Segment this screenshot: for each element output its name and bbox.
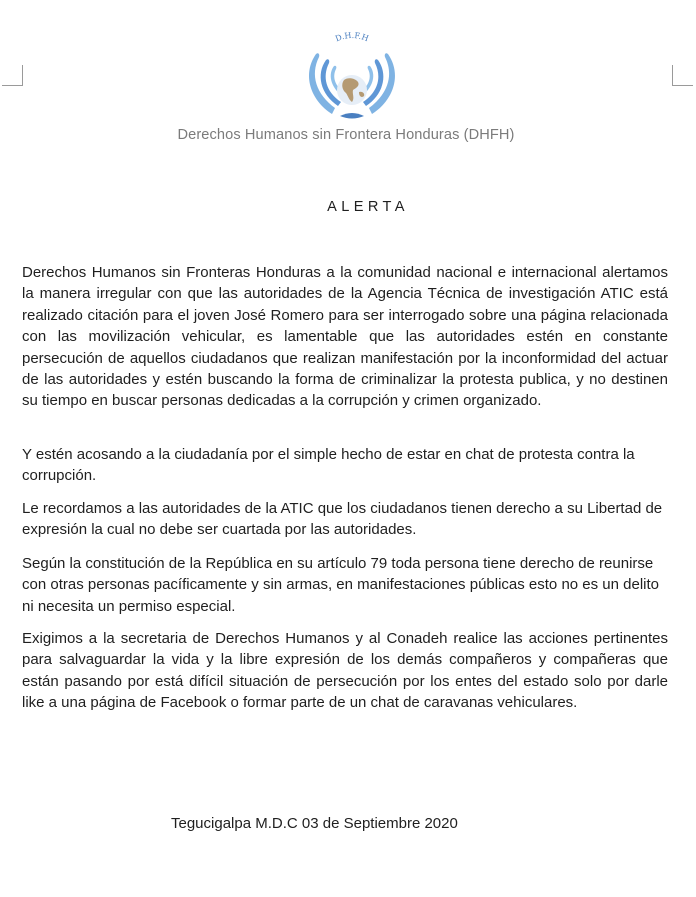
paragraph-freedom: Le recordamos a las autoridades de la ATIC que los ciudadanos tienen derecho a su Libertad de expresión la cual no debe ser cuartada por las autoridades. <box>22 500 663 539</box>
paragraph-demands: Exigimos a la secretaria de Derechos Humanos y al Conadeh realice las acciones pertinentes para salvaguardar la vida y la libre expresión de los demás compañeros y compañeras que están pasando por está difícil situación de persecución por los entes del estado solo por darle like a una página de Facebook o formar parte de un chat de caravanas vehiculares. <box>22 630 668 712</box>
document-title: ALERTA <box>327 199 409 215</box>
organization-name: Derechos Humanos sin Frontera Honduras (DHFH) <box>177 127 515 143</box>
paragraph-intro: Derechos Humanos sin Fronteras Honduras a la comunidad nacional e internacional alertamos la manera irregular con que las autoridades de la Agencia Técnica de investigación ATIC está realizado citación para el joven José Romero para ser interrogado sobre una página relacionada con las movilización vehicular, es lamentable que las autoridades estén en constante persecución de aquellos ciudadanos que realizan manifestación por la inconformidad del actuar de las autoridades y estén buscando la forma de criminalizar la protesta publica, y no destinen su tiempo en buscar personas dedicadas a la corrupción y crimen organizado. <box>22 264 668 410</box>
place-date-signoff: Tegucigalpa M.D.C 03 de Septiembre 2020 <box>171 815 458 832</box>
paragraph-harassment: Y estén acosando a la ciudadanía por el simple hecho de estar en chat de protesta contra la corrupción. <box>22 446 635 485</box>
hands-globe-logo-icon <box>302 30 402 122</box>
crop-mark-top-left <box>2 65 23 86</box>
logo-text: D.H.F.H <box>334 30 370 44</box>
paragraph-constitution: Según la constitución de la República en su artículo 79 toda persona tiene derecho de reunirse con otras personas pacíficamente y sin armas, en manifestaciones públicas esto no es un delito ni necesita un permiso especial. <box>22 555 660 615</box>
crop-mark-top-right <box>672 65 693 86</box>
